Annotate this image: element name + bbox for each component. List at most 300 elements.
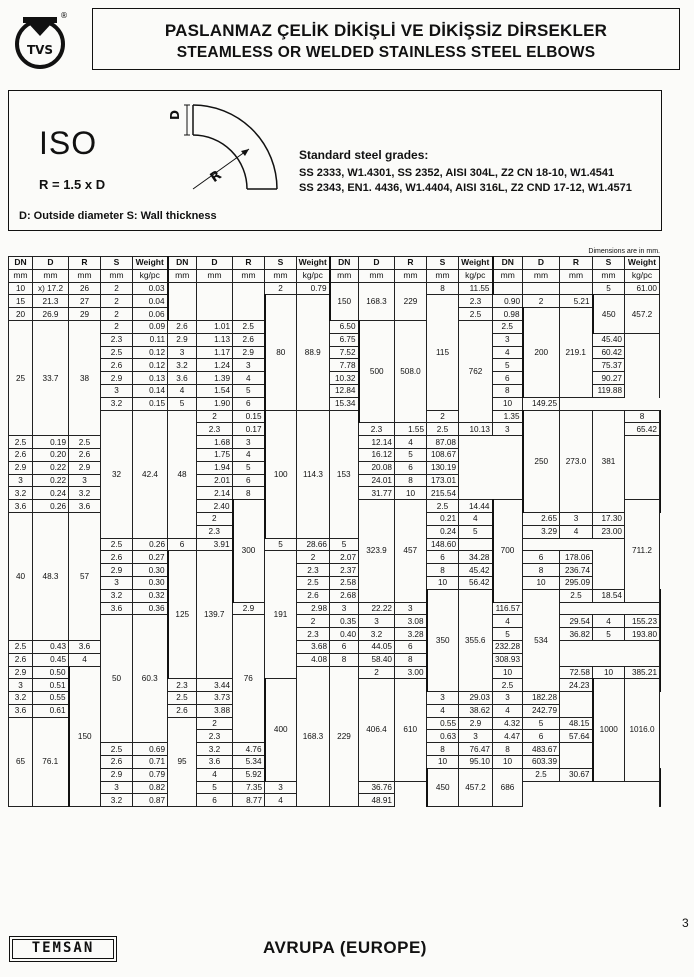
cell-dn: 250 [523,410,560,512]
cell-weight: 0.69 [133,743,168,756]
cell-d: 26.9 [33,308,69,321]
cell-weight: 3.00 [395,666,427,679]
cell-d: 273.0 [560,410,593,512]
cell-r [560,282,593,295]
cell-s: 2.5 [101,346,133,359]
cell-s: 2 [101,295,133,308]
cell-s: 3.2 [9,692,33,705]
footer-region: AVRUPA (EUROPE) [263,938,427,957]
cell-s: 4 [493,704,523,717]
cell-weight: 8.77 [233,794,265,807]
cell-s: 3 [493,423,523,436]
cell-s: 4 [427,704,459,717]
cell-weight: 76.47 [459,743,493,756]
cell-s: 2.9 [101,768,133,781]
unit-r: mm [560,269,593,282]
cell-d: 114.3 [297,410,330,538]
cell-weight: 148.60 [427,538,459,551]
cell-weight: 236.74 [560,564,593,577]
cell-s: 3 [330,602,359,615]
cell-s: 2.9 [9,461,33,474]
cell-weight: 2.37 [330,564,359,577]
cell-weight: 3.68 [297,640,330,653]
cell-weight: 1.94 [197,461,233,474]
cell-weight: 4.32 [493,717,523,730]
cell-weight: 58.40 [359,653,395,666]
unit-weight: kg/pc [297,269,330,282]
cell-s: 2.5 [459,308,493,321]
cell-s: 8 [233,487,265,500]
cell-weight: 308.93 [493,653,523,666]
header-d: D [523,257,560,270]
cell-s: 5 [330,538,359,551]
cell-s: 2.6 [69,448,101,461]
header-s: S [101,257,133,270]
cell-weight: 2.01 [197,474,233,487]
cell-s: 6 [523,551,560,564]
cell-weight: 6.50 [330,320,359,333]
cell-weight: 23.00 [593,525,625,538]
cell-s: 4 [197,768,233,781]
cell-s: 2 [523,295,560,308]
cell-weight: 1.90 [197,397,233,410]
unit-r: mm [395,269,427,282]
cell-s: 3 [233,359,265,372]
unit-d: mm [33,269,69,282]
cell-weight: 48.91 [359,794,395,807]
cell-weight: 61.00 [625,282,660,295]
cell-s: 3 [101,576,133,589]
cell-weight: 29.03 [459,692,493,705]
cell-s: 8 [493,384,523,397]
unit-row [9,269,660,282]
cell-s: 3.2 [359,628,395,641]
cell-weight: 0.15 [233,410,265,423]
cell-s: 2.5 [69,436,101,449]
cell-s: 5 [395,448,427,461]
cell-dn: 150 [69,666,101,807]
cell-r: 381 [593,410,625,512]
cell-weight: 0.82 [133,781,168,794]
cell-weight: 36.82 [560,628,593,641]
cell-weight: 3.73 [197,692,233,705]
logo-text: TVS [26,43,54,57]
cell-weight: 173.01 [427,474,459,487]
cell-s: 2.3 [297,628,330,641]
cell-s: 2.5 [493,679,523,692]
unit-s: mm [265,269,297,282]
cell-s: 3.6 [197,756,233,769]
cell-weight: 182.28 [523,692,560,705]
cell-s: 10 [593,666,625,679]
cell-r: 686 [493,768,523,806]
cell-r: 57 [69,512,101,640]
cell-weight: 119.88 [593,384,625,397]
cell-weight: 4.76 [233,743,265,756]
cell-weight: 0.22 [33,474,69,487]
cell-weight: 24.23 [560,679,593,692]
header-dn: DN [330,257,359,270]
cell-s: 4 [233,448,265,461]
cell-s: 3.2 [9,487,33,500]
cell-dn: 450 [593,295,625,333]
cell-d: 33.7 [33,320,69,435]
cell-weight: 75.37 [593,359,625,372]
cell-weight: 45.42 [459,564,493,577]
cell-dn: 400 [265,679,297,781]
cell-s: 2 [297,615,330,628]
cell-r: 95 [168,717,197,807]
company-logo [14,8,70,70]
cell-s: 3.2 [101,794,133,807]
cell-s: 2.5 [297,576,330,589]
cell-s: 2.9 [233,346,265,359]
cell-weight: 0.17 [233,423,265,436]
cell-dn: 150 [330,282,359,320]
cell-weight: 5.92 [233,768,265,781]
cell-s: 4 [593,615,625,628]
cell-weight: 2.40 [197,500,233,513]
header-d: D [33,257,69,270]
header-s: S [427,257,459,270]
cell-s: 2.5 [427,423,459,436]
unit-d: mm [359,269,395,282]
cell-weight: 65.42 [625,423,660,436]
elbow-drawing [159,99,289,199]
cell-s: 2.6 [101,551,133,564]
cell-weight: 116.57 [493,602,523,615]
cell-weight: 0.51 [33,679,69,692]
header-r: R [560,257,593,270]
cell-weight: 0.32 [133,589,168,602]
cell-s: 2.9 [101,372,133,385]
cell-s: 2.6 [168,704,197,717]
cell-s: 4 [69,653,101,666]
drawing-label-d: D [168,110,182,120]
cell-s: 3.6 [9,500,33,513]
cell-s: 5 [523,717,560,730]
cell-weight: 7.52 [330,346,359,359]
cell-weight: 483.67 [523,743,560,756]
cell-s: 3 [101,781,133,794]
cell-s: 3 [395,602,427,615]
cell-s: 2.5 [233,320,265,333]
cell-weight: 0.20 [33,448,69,461]
cell-weight: 4.47 [493,730,523,743]
cell-s: 5 [168,397,197,410]
cell-weight: 2.07 [330,551,359,564]
cell-dn: 80 [265,295,297,410]
table-row [9,538,660,551]
cell-weight: 295.09 [560,576,593,589]
cell-weight: 1.75 [197,448,233,461]
cell-weight: 1.54 [197,384,233,397]
cell-s: 4 [493,346,523,359]
cell-s: 10 [427,576,459,589]
cell-s: 8 [427,743,459,756]
cell-s: 2.9 [69,461,101,474]
cell-weight: 12.14 [359,436,395,449]
cell-weight: 36.76 [359,781,395,794]
cell-s: 8 [427,564,459,577]
cell-s: 2 [101,320,133,333]
unit-d: mm [197,269,233,282]
cell-weight: 0.40 [330,628,359,641]
cell-weight: 90.27 [593,372,625,385]
cell-s: 2.3 [197,525,233,538]
cell-s: 5 [233,384,265,397]
cell-weight: 3.29 [523,525,560,538]
cell-weight: 45.40 [593,333,625,346]
cell-s: 2 [297,551,330,564]
cell-weight: 0.55 [33,692,69,705]
cell-s: 2.5 [427,500,459,513]
cell-s: 2.3 [168,679,197,692]
cell-dn: 32 [101,410,133,538]
header-r: R [233,257,265,270]
cell-weight: 38.62 [459,704,493,717]
cell-s: 2.6 [101,756,133,769]
cell-s: 6 [493,372,523,385]
cell-weight: 1.55 [395,423,427,436]
table-row [9,410,660,423]
cell-weight: 30.67 [560,768,593,781]
cell-weight: 0.90 [493,295,523,308]
cell-s: 4 [560,525,593,538]
cell-s: 2.6 [9,653,33,666]
cell-s: 6 [197,794,233,807]
cell-weight: 3.08 [395,615,427,628]
cell-r: 115 [427,295,459,410]
cell-weight: 0.09 [133,320,168,333]
unit-dn: mm [493,269,523,282]
header-d: D [359,257,395,270]
cell-s: 4 [233,372,265,385]
cell-weight: 0.55 [427,717,459,730]
cell-s: 3 [427,692,459,705]
cell-s: 2.5 [9,436,33,449]
cell-s: 2 [101,282,133,295]
cell-s: 2 [427,410,459,423]
cell-s: 8 [625,410,660,423]
cell-weight: 149.25 [523,397,560,410]
radius-ratio-label: R = 1.5 x D [39,177,106,192]
cell-s: 3 [265,781,297,794]
cell-s: 5 [493,628,523,641]
header-s: S [265,257,297,270]
grades-line-2: SS 2343, EN1. 4436, W1.4404, AISI 316L, Z2 CND 17-12, W1.4571 [299,182,632,194]
cell-weight: 0.15 [133,397,168,410]
cell-weight: 1.35 [493,410,523,423]
cell-dn: 10 [9,282,33,295]
cell-r: 29 [69,308,101,321]
brand-logo: TEMSAN [12,939,114,959]
cell-d: 457.2 [459,768,493,806]
cell-s: 5 [197,781,233,794]
cell-s: 6 [427,551,459,564]
cell-s: 8 [395,474,427,487]
cell-weight: 0.06 [133,308,168,321]
table-row [9,615,660,628]
cell-weight: 56.42 [459,576,493,589]
cell-d: 76.1 [33,717,69,807]
header-row [9,257,660,270]
header-dn: DN [168,257,197,270]
header-weight: Weight [459,257,493,270]
cell-d: 1016.0 [625,679,660,781]
cell-s: 3 [168,346,197,359]
cell-weight: 95.10 [459,756,493,769]
cell-weight: 215.54 [427,487,459,500]
cell-s: 10 [493,397,523,410]
cell-dn [168,282,197,320]
cell-weight: 10.13 [459,423,493,436]
unit-d: mm [523,269,560,282]
cell-weight: 18.54 [593,589,625,602]
cell-s: 6 [330,640,359,653]
cell-d: 42.4 [133,410,168,538]
cell-s: 3 [69,474,101,487]
cell-weight: 3.88 [197,704,233,717]
title-box [92,8,680,70]
header-r: R [395,257,427,270]
cell-s: 2 [359,666,395,679]
table-row [9,564,660,577]
cell-s: 2.3 [359,423,395,436]
cell-r: 191 [265,551,297,679]
cell-r: 76 [233,615,265,743]
cell-weight: 0.12 [133,346,168,359]
cell-dn: 1000 [593,679,625,781]
cell-s: 4 [395,436,427,449]
cell-d: 21.3 [33,295,69,308]
cell-weight: 0.50 [33,666,69,679]
cell-d: 323.9 [359,500,395,602]
grades-title: Standard steel grades: [299,148,429,162]
cell-weight: 0.87 [133,794,168,807]
cell-s: 3.2 [101,589,133,602]
cell-r: 457 [395,500,427,602]
cell-r: 48 [168,410,197,538]
cell-weight: 178.06 [560,551,593,564]
cell-s: 5 [593,628,625,641]
cell-s: 6 [395,461,427,474]
cell-dn: 500 [359,320,395,422]
cell-d: 88.9 [297,295,330,410]
cell-weight: 60.42 [593,346,625,359]
cell-weight: 0.22 [33,461,69,474]
table-row [9,397,660,410]
cell-s: 3.6 [9,704,33,717]
cell-s: 2.3 [459,295,493,308]
cell-s: 6 [233,474,265,487]
cell-s: 2.5 [168,692,197,705]
cell-r: 153 [330,410,359,538]
cell-s: 2 [197,717,233,730]
cell-d: 48.3 [33,512,69,640]
cell-s: 2.9 [459,717,493,730]
cell-weight: 0.79 [133,768,168,781]
cell-s: 8 [427,282,459,295]
cell-weight: 0.19 [33,436,69,449]
cell-weight: 0.30 [133,576,168,589]
cell-weight: 14.44 [459,500,493,513]
cell-dn: 350 [427,589,459,691]
cell-weight: 72.58 [560,666,593,679]
cell-weight: 1.13 [197,333,233,346]
cell-r [233,282,265,320]
cell-dn: 40 [9,512,33,640]
cell-dn: 300 [233,500,265,602]
cell-d: 406.4 [359,679,395,781]
cell-s: 2 [265,282,297,295]
cell-d: 508.0 [395,320,427,422]
header-dn: DN [9,257,33,270]
unit-dn: mm [9,269,33,282]
cell-weight: 193.80 [625,628,660,641]
cell-s: 2.6 [168,320,197,333]
table-row [9,589,660,602]
cell-s: 2.6 [9,448,33,461]
cell-s: 3 [9,679,33,692]
cell-d [197,282,233,320]
cell-weight: 0.24 [33,487,69,500]
header-d: D [197,257,233,270]
cell-r: 762 [459,320,493,422]
cell-weight: 6.75 [330,333,359,346]
cell-dn: 25 [9,320,33,435]
cell-dn: 100 [265,410,297,538]
cell-weight: 0.13 [133,372,168,385]
cell-s: 2.5 [101,538,133,551]
unit-weight: kg/pc [459,269,493,282]
cell-dn: 450 [427,768,459,806]
cell-weight: 130.19 [427,461,459,474]
cell-s: 2.9 [233,602,265,615]
cell-s: 2.5 [493,320,523,333]
cell-weight: 0.36 [133,602,168,615]
title-turkish: PASLANMAZ ÇELİK DİKİŞLİ VE DİKİŞSİZ DİRSEKLER [164,21,608,40]
unit-r: mm [69,269,101,282]
table-body [9,282,660,807]
cell-s: 6 [395,640,427,653]
cell-weight: 29.54 [560,615,593,628]
cell-weight: 16.12 [359,448,395,461]
cell-s: 10 [427,756,459,769]
cell-s: 2.6 [297,589,330,602]
cell-s: 3.2 [101,397,133,410]
cell-s: 3 [9,474,33,487]
cell-s: 3 [233,436,265,449]
cell-s: 2.3 [101,333,133,346]
cell-weight: 24.01 [359,474,395,487]
cell-weight: 603.39 [523,756,560,769]
cell-weight: 2.14 [197,487,233,500]
cell-s: 3.6 [69,500,101,513]
cell-s: 2 [101,308,133,321]
cell-weight: 155.23 [625,615,660,628]
header-s: S [593,257,625,270]
unit-r: mm [233,269,265,282]
cell-s: 3 [101,384,133,397]
cell-weight: 1.01 [197,320,233,333]
cell-weight: 0.61 [33,704,69,717]
grades-line-1: SS 2333, W1.4301, SS 2352, AISI 304L, Z2 CN 18-10, W1.4541 [299,167,615,179]
page-number: 3 [682,916,689,930]
cell-weight: 0.27 [133,551,168,564]
cell-weight: 0.26 [133,538,168,551]
cell-s: 3.6 [69,640,101,653]
